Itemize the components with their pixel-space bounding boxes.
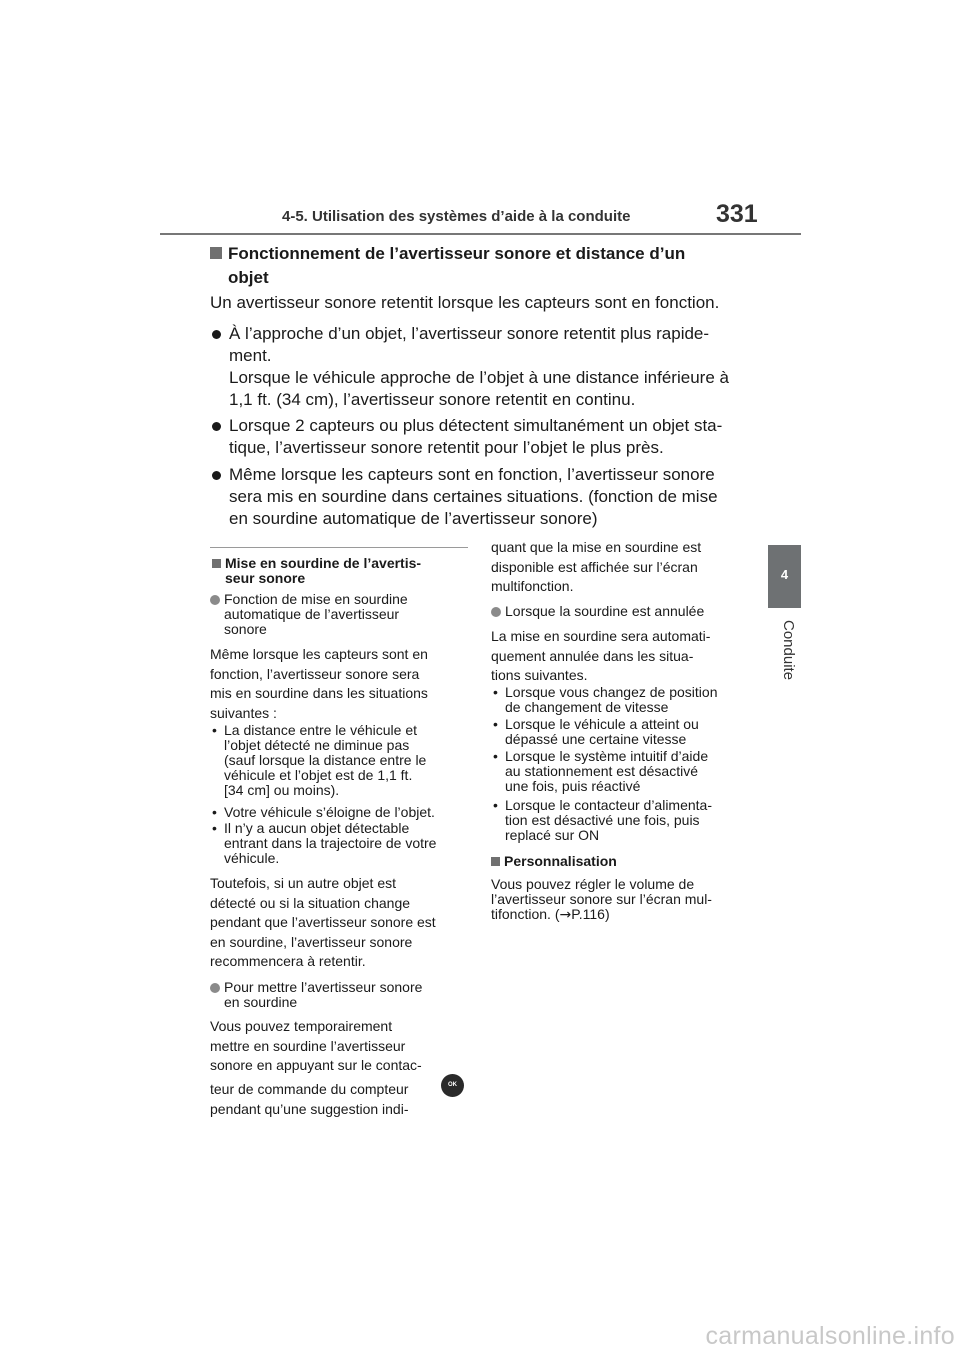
paragraph: Vous pouvez temporairement mettre en sourdine l’avertisseur sonore en appuyant sur le contac- xyxy=(210,1018,422,1073)
paragraph: Même lorsque les capteurs sont en fonction, l’avertisseur sonore sera mis en sourdine dans les situations suivantes : xyxy=(210,646,428,721)
list-item: • Votre véhicule s’éloigne de l’objet. xyxy=(212,804,435,820)
intro-paragraph: Un avertisseur sonore retentit lorsque les capteurs sont en fonction. xyxy=(210,293,720,312)
bullet-dot-icon xyxy=(212,471,221,480)
circle-bullet-icon xyxy=(210,595,220,605)
arrow-icon: → xyxy=(559,907,572,923)
topic-item: Pour mettre l’avertisseur sonore en sourdine xyxy=(210,980,482,1010)
paragraph: La mise en sourdine sera automati- quement annulée dans les situa- tions suivantes. xyxy=(491,628,711,683)
list-item: • Lorsque le contacteur d’alimenta- tion est désactivé une fois, puis replacé sur ON xyxy=(493,797,713,843)
watermark: carmanualsonline.info xyxy=(705,1322,955,1350)
bullet-dot-icon xyxy=(212,422,221,431)
circle-bullet-icon xyxy=(491,607,501,617)
bullet-item: À l’approche d’un objet, l’avertisseur sonore retentit plus rapide- ment. Lorsque le véhicule approche de l’objet à une distance inférieure à 1,1 ft. (34 cm), l’avertisseur sonore retentit en continu. xyxy=(212,323,772,411)
page-number: 331 xyxy=(716,200,758,228)
paragraph-line: pendant qu’une suggestion indi- xyxy=(210,1101,409,1117)
list-item: • Il n’y a aucun objet détectable entrant dans la trajectoire de votre véhicule. xyxy=(212,820,437,866)
subsection-heading: Mise en sourdine de l’avertis- seur sonore xyxy=(212,556,481,586)
paragraph: Toutefois, si un autre objet est détecté ou si la situation change pendant que l’avertisseur sonore est en sourdine, l’avertisseur sonore recommencera à retentir. xyxy=(210,875,436,969)
section-title: 4-5. Utilisation des systèmes d’aide à la conduite xyxy=(282,208,631,225)
chapter-label: Conduite xyxy=(780,620,797,681)
header-divider xyxy=(160,233,801,235)
ok-button-icon: OK xyxy=(441,1074,464,1097)
list-item: • Lorsque vous changez de position de changement de vitesse xyxy=(493,684,718,715)
main-heading: Fonctionnement de l’avertisseur sonore et distance d’un objet xyxy=(210,242,768,290)
list-item: • Lorsque le véhicule a atteint ou dépassé une certaine vitesse xyxy=(493,716,699,747)
list-item: • Lorsque le système intuitif d’aide au stationnement est désactivé une fois, puis réactivé xyxy=(493,748,709,794)
circle-bullet-icon xyxy=(210,983,220,993)
column-divider xyxy=(210,547,468,548)
list-item: • La distance entre le véhicule et l’objet détecté ne diminue pas (sauf lorsque la distance entre le véhicule et l’objet est de 1,1 ft. [34 cm] ou moins). xyxy=(212,722,427,798)
topic-item: Fonction de mise en sourdine automatique de l’avertisseur sonore xyxy=(210,592,482,637)
page-reference-link[interactable]: P.116) xyxy=(571,906,610,922)
topic-item: Lorsque la sourdine est annulée xyxy=(491,604,767,619)
bullet-item: Même lorsque les capteurs sont en fonction, l’avertisseur sonore sera mis en sourdine dans certaines situations. (fonction de mise en sourdine automatique de l’avertisseur sonore) xyxy=(212,464,772,530)
paragraph-line: teur de commande du compteur xyxy=(210,1081,409,1097)
bullet-item: Lorsque 2 capteurs ou plus détectent simultanément un objet sta- tique, l’avertisseur sonore retentit pour l’objet le plus près. xyxy=(212,415,772,459)
chapter-number: 4 xyxy=(780,567,789,582)
bullet-dot-icon xyxy=(212,330,221,339)
subsection-heading: Personnalisation xyxy=(491,854,766,869)
square-bullet-icon xyxy=(212,559,221,568)
square-bullet-icon xyxy=(491,857,500,866)
paragraph: quant que la mise en sourdine est disponible est affichée sur l’écran multifonction. xyxy=(491,539,702,594)
paragraph: Vous pouvez régler le volume de l’avertisseur sonore sur l’écran mul- tifonction. (→P.116) xyxy=(491,876,712,923)
square-bullet-icon xyxy=(210,247,222,259)
